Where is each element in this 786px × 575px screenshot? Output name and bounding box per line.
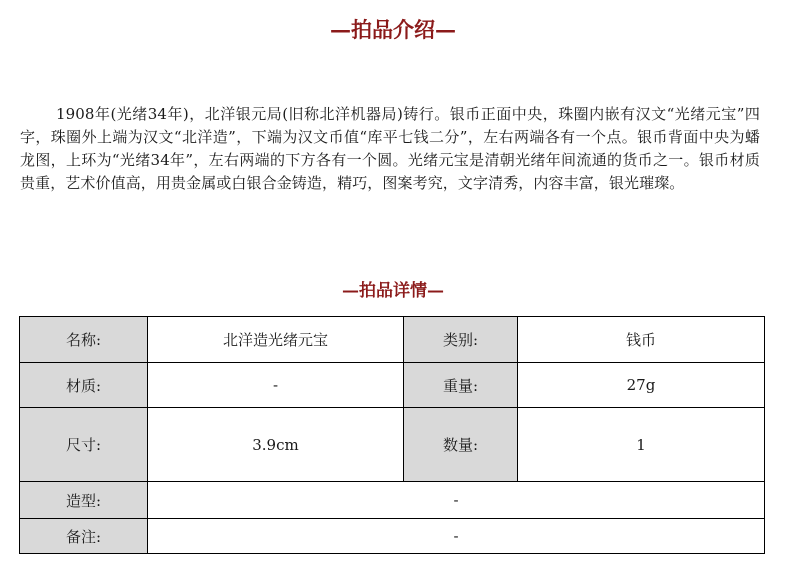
value-quantity: 1 <box>518 408 765 482</box>
table-row <box>20 482 765 519</box>
label-category: 类别: <box>404 317 518 363</box>
details-table <box>19 316 765 554</box>
label-shape: 造型: <box>20 482 148 519</box>
label-weight: 重量: <box>404 363 518 408</box>
intro-paragraph: 1908年(光绪34年)，北洋银元局(旧称北洋机器局)铸行。银币正面中央，珠圈内嵌有汉文“光绪元宝”四字，珠圈外上端为汉文“北洋造”，下端为汉文币值“库平七钱二分”，左右两端各有一个点。银币背面中央为蟠龙图，上环为“光绪34年”，左右两端的下方各有一个圆。光绪元宝是清朝光绪年间流通的货币之一。银币材质贵重，艺术价值高，用贵金属或白银合金铸造，精巧，图案考究，文字清秀，内容丰富，银光璀璨。 <box>20 105 760 192</box>
value-name: 北洋造光绪元宝 <box>148 317 404 363</box>
label-quantity: 数量: <box>404 408 518 482</box>
table-row <box>20 519 765 554</box>
value-weight: 27g <box>518 363 765 408</box>
value-category: 钱币 <box>518 317 765 363</box>
value-size: 3.9cm <box>148 408 404 482</box>
table-row <box>20 363 765 408</box>
table-row <box>20 317 765 363</box>
label-remarks: 备注: <box>20 519 148 554</box>
label-material: 材质: <box>20 363 148 408</box>
value-material: - <box>148 363 404 408</box>
value-shape: - <box>148 482 765 519</box>
label-size: 尺寸: <box>20 408 148 482</box>
label-name: 名称: <box>20 317 148 363</box>
section-title-intro: —拍品介绍— <box>330 17 456 42</box>
value-remarks: - <box>148 519 765 554</box>
section-title-details: —拍品详情— <box>342 281 444 301</box>
table-row <box>20 408 765 482</box>
